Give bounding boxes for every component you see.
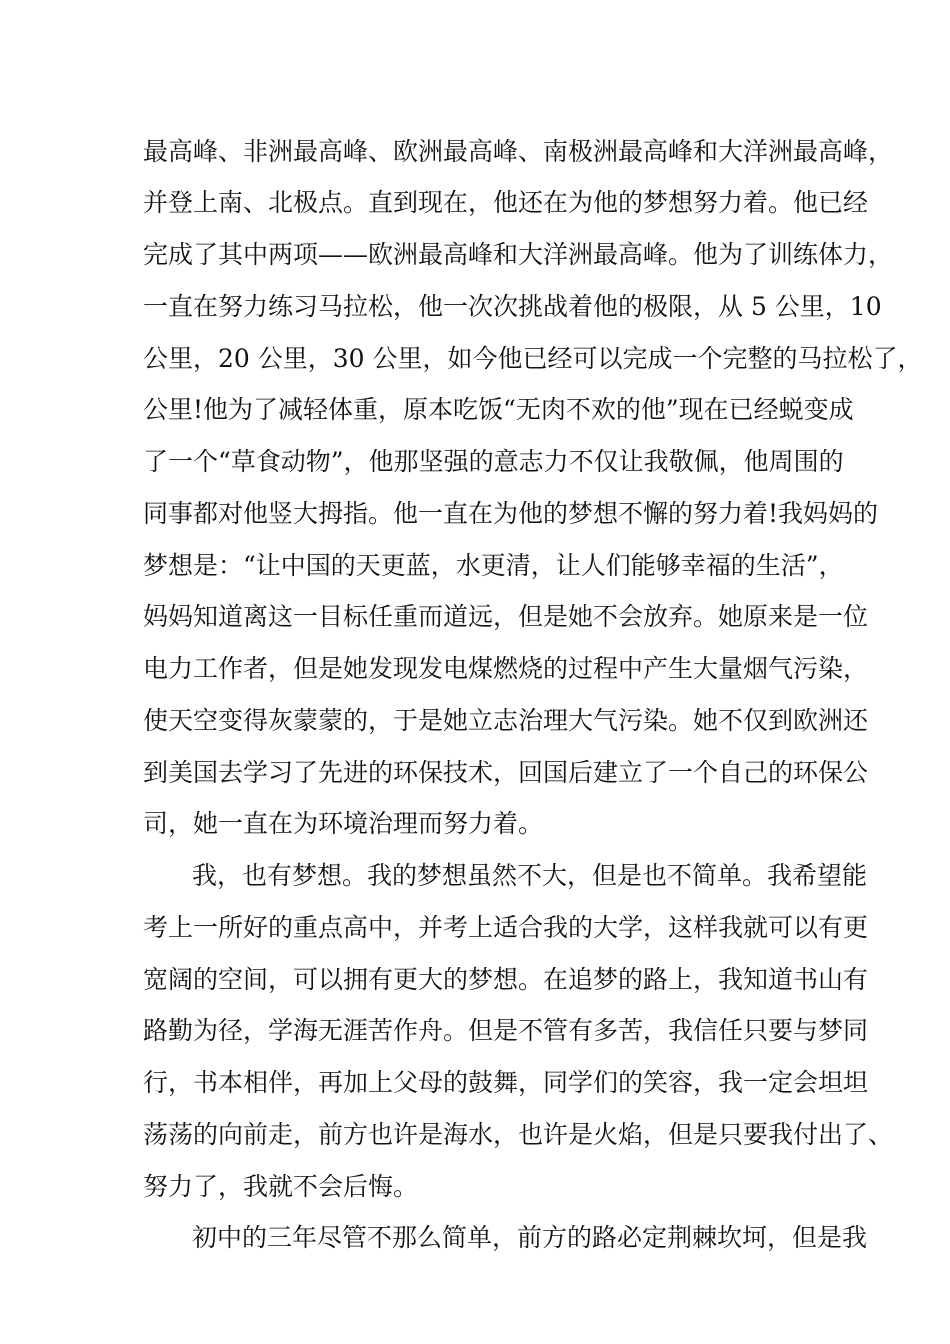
text-line: 公里，20 公里，30 公里，如今他已经可以完成一个完整的马拉松了，	[143, 344, 923, 373]
text-line: 电力工作者，但是她发现发电煤燃烧的过程中产生大量烟气污染，	[143, 654, 869, 683]
text-line: 妈妈知道离这一目标任重而道远，但是她不会放弃。她原来是一位	[143, 602, 869, 631]
text-line: 到美国去学习了先进的环保技术，回国后建立了一个自己的环保公	[143, 758, 869, 787]
text-line: 最高峰、非洲最高峰、欧洲最高峰、南极洲最高峰和大洋洲最高峰，	[143, 137, 894, 166]
text-line: 司，她一直在为环境治理而努力着。	[143, 809, 544, 838]
text-line: 荡荡的向前走，前方也许是海水，也许是火焰，但是只要我付出了、	[143, 1120, 894, 1149]
text-line: 使天空变得灰蒙蒙的，于是她立志治理大气污染。她不仅到欧洲还	[143, 706, 869, 735]
text-line: 梦想是：“让中国的天更蓝，水更清，让人们能够幸福的生活”，	[143, 551, 844, 580]
text-line: 了一个“草食动物”，他那坚强的意志力不仅让我敬佩，他周围的	[143, 447, 844, 476]
text-line: 公里!他为了减轻体重，原本吃饭“无肉不欢的他”现在已经蜕变成	[143, 395, 854, 424]
text-line: 路勤为径，学海无涯苦作舟。但是不管有多苦，我信任只要与梦同	[143, 1016, 869, 1045]
paragraph-start-line: 初中的三年尽管不那么简单，前方的路必定荆棘坎坷，但是我	[192, 1223, 868, 1252]
text-line: 同事都对他竖大拇指。他一直在为他的梦想不懈的努力着!我妈妈的	[143, 499, 879, 528]
text-line: 考上一所好的重点高中，并考上适合我的大学，这样我就可以有更	[143, 913, 869, 942]
paragraph-start-line: 我，也有梦想。我的梦想虽然不大，但是也不简单。我希望能	[192, 861, 868, 890]
text-line: 并登上南、北极点。直到现在，他还在为他的梦想努力着。他已经	[143, 188, 869, 217]
text-line: 努力了，我就不会后悔。	[143, 1172, 419, 1201]
text-line: 完成了其中两项——欧洲最高峰和大洋洲最高峰。他为了训练体力，	[143, 240, 894, 269]
text-line: 一直在努力练习马拉松，他一次次挑战着他的极限，从 5 公里，10	[143, 292, 882, 321]
text-line: 行，书本相伴，再加上父母的鼓舞，同学们的笑容，我一定会坦坦	[143, 1068, 869, 1097]
text-line: 宽阔的空间，可以拥有更大的梦想。在追梦的路上，我知道书山有	[143, 965, 869, 994]
